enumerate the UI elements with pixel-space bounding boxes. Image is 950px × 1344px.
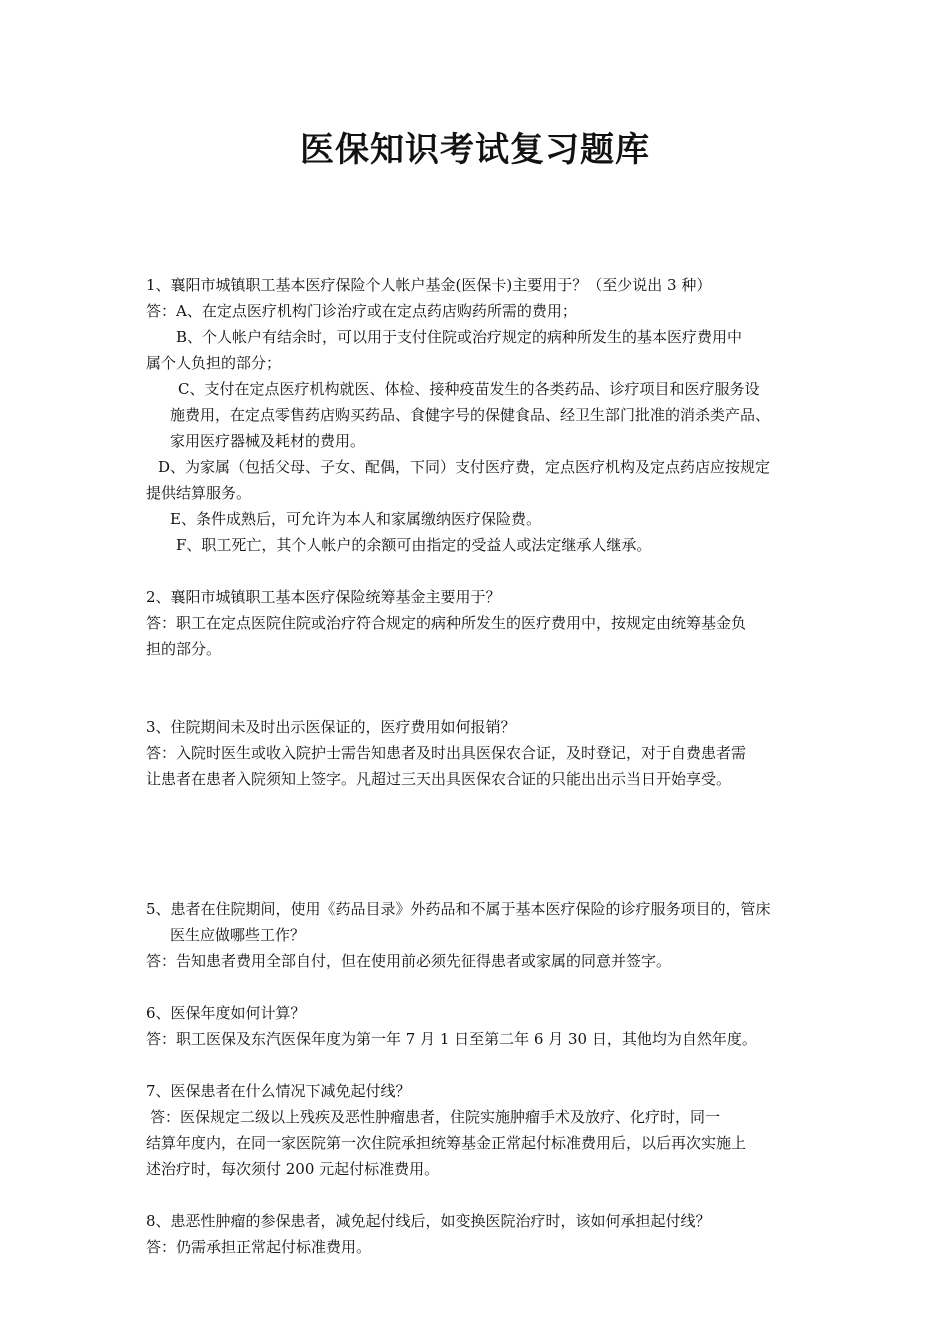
answer-5: 答：告知患者费用全部自付，但在使用前必须先征得患者或家属的同意并签字。 <box>146 952 672 970</box>
page-title: 医保知识考试复习题库 <box>300 130 650 170</box>
question-5-line-1: 5、患者在住院期间，使用《药品目录》外药品和不属于基本医疗保险的诊疗服务项目的，管床 <box>146 900 771 918</box>
answer-1-option-f: F、职工死亡，其个人帐户的余额可由指定的受益人或法定继承人继承。 <box>176 536 652 554</box>
document-body <box>146 272 816 1260</box>
answer-1-option-c-line-2: 施费用，在定点零售药店购买药品、食健字号的保健食品、经卫生部门批准的消杀类产品、 <box>170 406 771 424</box>
answer-1-option-d-line-1: D、为家属（包括父母、子女、配偶，下同）支付医疗费，定点医疗机构及定点药店应按规定 <box>158 458 771 476</box>
question-6: 6、医保年度如何计算？ <box>146 1004 306 1022</box>
question-3: 3、住院期间未及时出示医保证的，医疗费用如何报销？ <box>146 718 516 736</box>
spacer <box>146 558 816 584</box>
spacer <box>146 662 816 714</box>
answer-2-line-1: 答：职工在定点医院住院或治疗符合规定的病种所发生的医疗费用中，按规定由统筹基金负 <box>146 614 747 632</box>
answer-1-option-c-line-3: 家用医疗器械及耗材的费用。 <box>170 432 366 450</box>
question-1: 1、襄阳市城镇职工基本医疗保险个人帐户基金(医保卡)主要用于？（至少说出 3 种） <box>146 276 712 294</box>
answer-1-option-b-line-2: 属个人负担的部分； <box>146 354 282 372</box>
answer-2-line-2: 担的部分。 <box>146 640 222 658</box>
spacer <box>146 1052 816 1078</box>
answer-6: 答：职工医保及东汽医保年度为第一年 7 月 1 日至第二年 6 月 30 日，其他均为自然年度。 <box>146 1030 757 1048</box>
answer-1-option-b-line-1: B、个人帐户有结余时，可以用于支付住院或治疗规定的病种所发生的基本医疗费用中 <box>176 328 743 346</box>
answer-1-option-d-line-2: 提供结算服务。 <box>146 484 252 502</box>
answer-8: 答：仍需承担正常起付标准费用。 <box>146 1238 372 1256</box>
question-5-line-2: 医生应做哪些工作？ <box>170 926 306 944</box>
answer-7-line-1: 答：医保规定二级以上残疾及恶性肿瘤患者，住院实施肿瘤手术及放疗、化疗时，同一 <box>150 1108 721 1126</box>
answer-1-option-a: 答：A、在定点医疗机构门诊治疗或在定点药店购药所需的费用； <box>146 302 577 320</box>
answer-3-line-1: 答：入院时医生或收入院护士需告知患者及时出具医保农合证，及时登记，对于自费患者需 <box>146 744 747 762</box>
answer-3-line-2: 让患者在患者入院须知上签字。凡超过三天出具医保农合证的只能出出示当日开始享受。 <box>146 770 732 788</box>
spacer <box>146 1182 816 1208</box>
spacer <box>146 974 816 1000</box>
question-8: 8、患恶性肿瘤的参保患者，减免起付线后，如变换医院治疗时，该如何承担起付线？ <box>146 1212 711 1230</box>
question-7: 7、医保患者在什么情况下减免起付线？ <box>146 1082 411 1100</box>
answer-7-line-3: 述治疗时，每次须付 200 元起付标准费用。 <box>146 1160 440 1178</box>
answer-1-option-e: E、条件成熟后，可允许为本人和家属缴纳医疗保险费。 <box>170 510 541 528</box>
answer-7-line-2: 结算年度内，在同一家医院第一次住院承担统筹基金正常起付标准费用后，以后再次实施上 <box>146 1134 747 1152</box>
spacer <box>146 792 816 896</box>
question-2: 2、襄阳市城镇职工基本医疗保险统筹基金主要用于？ <box>146 588 501 606</box>
answer-1-option-c-line-1: C、支付在定点医疗机构就医、体检、接种疫苗发生的各类药品、诊疗项目和医疗服务设 <box>178 380 760 398</box>
